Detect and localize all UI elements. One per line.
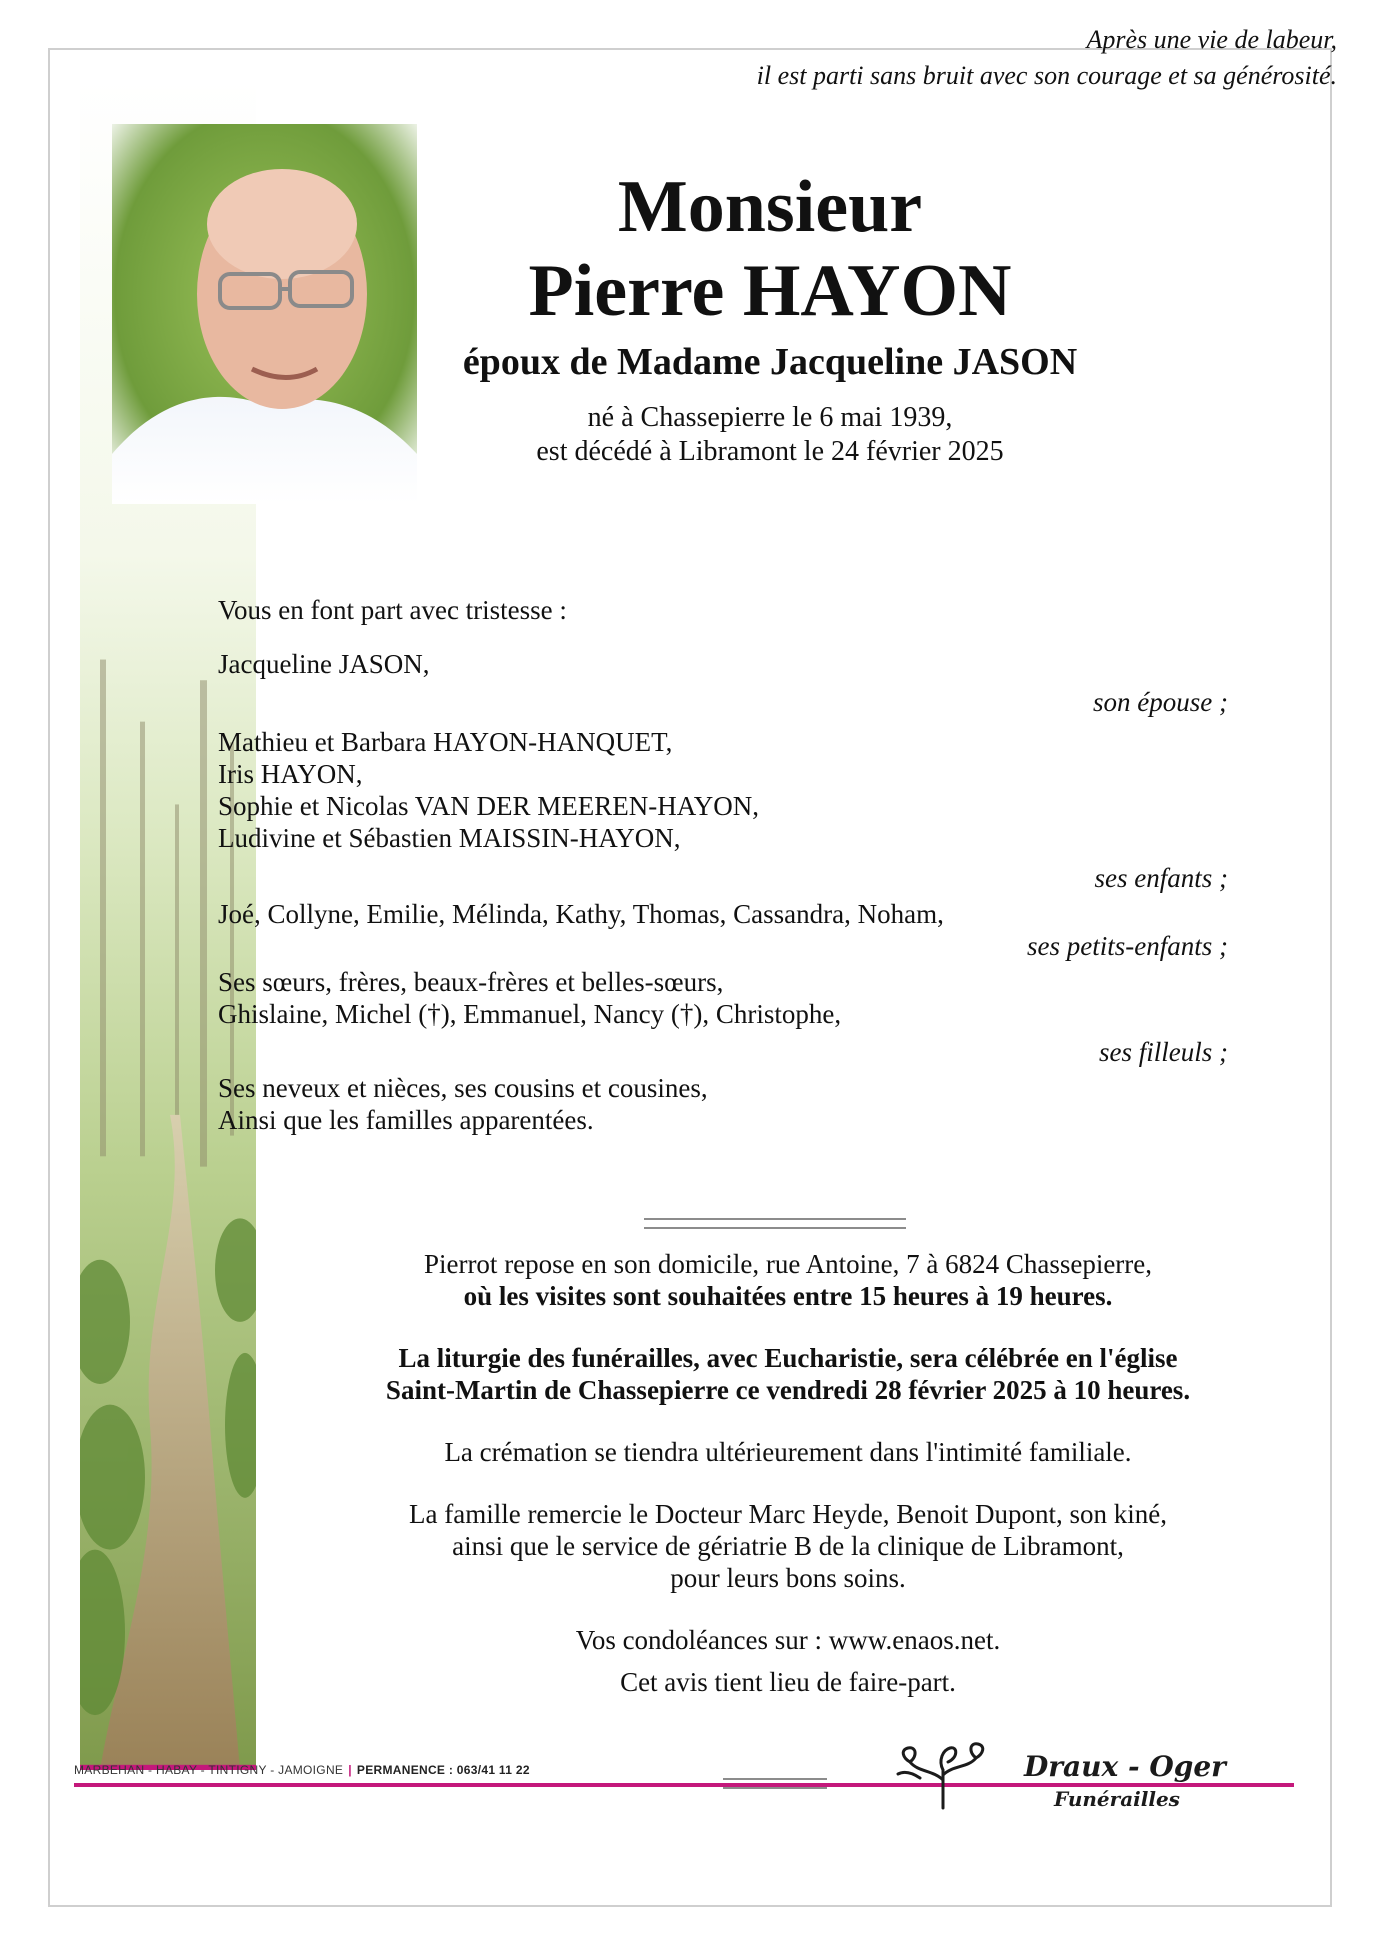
- notice-line: Cet avis tient lieu de faire-part.: [620, 1667, 956, 1697]
- spouse-line: époux de Madame Jacqueline JASON: [462, 341, 1078, 383]
- epigraph-line: Après une vie de labeur,: [1086, 25, 1337, 54]
- cremation-line: La crémation se tiendra ultérieurement dans l'intimité familiale.: [444, 1437, 1132, 1467]
- liturgy-line: La liturgie des funérailles, avec Eucharistie, sera célébrée en l'église: [398, 1343, 1178, 1373]
- footer-permanence: PERMANENCE : 063/41 11 22: [356, 1763, 530, 1777]
- civility: Monsieur: [617, 166, 923, 248]
- section-divider: [644, 1218, 906, 1229]
- footer-contact: [74, 1763, 530, 1777]
- tree-logo-icon: [888, 1740, 998, 1810]
- family-child: Mathieu et Barbara HAYON-HANQUET,: [218, 727, 673, 757]
- family-nephews: Ses neveux et nièces, ses cousins et cousines,: [218, 1073, 708, 1103]
- funeral-details: [258, 1248, 1318, 1698]
- birth-line: né à Chassepierre le 6 mai 1939,: [587, 402, 953, 433]
- thanks-line: ainsi que le service de gériatrie B de la clinique de Libramont,: [452, 1531, 1124, 1561]
- family-grandchildren: Joé, Collyne, Emilie, Mélinda, Kathy, Thomas, Cassandra, Noham,: [218, 899, 944, 929]
- relation-spouse: son épouse ;: [1093, 687, 1228, 717]
- brand-subtitle: Funérailles: [1054, 1787, 1180, 1811]
- repose-line: Pierrot repose en son domicile, rue Antoine, 7 à 6824 Chassepierre,: [423, 1249, 1153, 1279]
- family-godchildren: Ghislaine, Michel (†), Emmanuel, Nancy (†), Christophe,: [218, 999, 842, 1029]
- thanks-line: La famille remercie le Docteur Marc Heyde, Benoit Dupont, son kiné,: [409, 1499, 1167, 1529]
- relation-godchildren: ses filleuls ;: [1099, 1037, 1228, 1067]
- family-child: Iris HAYON,: [218, 759, 363, 789]
- deceased-name: Pierre HAYON: [528, 250, 1012, 332]
- family-siblings: Ses sœurs, frères, beaux-frères et belles-sœurs,: [218, 967, 724, 997]
- visits-line: où les visites sont souhaitées entre 15 heures à 19 heures.: [463, 1281, 1113, 1311]
- family-spouse: Jacqueline JASON,: [218, 649, 430, 679]
- epigraph: [437, 22, 1337, 94]
- family-relatives: Ainsi que les familles apparentées.: [218, 1105, 594, 1135]
- thanks-line: pour leurs bons soins.: [670, 1563, 906, 1593]
- name-block: [420, 165, 1120, 469]
- brand-logo: [1024, 1750, 1264, 1811]
- family-announcement: [218, 594, 1228, 1136]
- family-intro: Vous en font part avec tristesse :: [218, 595, 567, 625]
- footer-separator: |: [348, 1763, 352, 1777]
- liturgy-line: Saint-Martin de Chassepierre ce vendredi 28 février 2025 à 10 heures.: [385, 1375, 1191, 1405]
- relation-children: ses enfants ;: [1094, 863, 1228, 893]
- relation-grandchildren: ses petits-enfants ;: [1027, 931, 1228, 961]
- footer-locations: MARBEHAN - HABAY - TINTIGNY - JAMOIGNE: [74, 1763, 344, 1777]
- epigraph-line: il est parti sans bruit avec son courage et sa générosité.: [756, 61, 1337, 90]
- condolences-line: Vos condoléances sur : www.enaos.net.: [575, 1625, 1001, 1655]
- family-child: Ludivine et Sébastien MAISSIN-HAYON,: [218, 823, 681, 853]
- brand-name: Draux - Oger: [1024, 1750, 1226, 1783]
- portrait-photo: [112, 124, 417, 504]
- death-line: est décédé à Libramont le 24 février 2025: [536, 436, 1004, 467]
- family-child: Sophie et Nicolas VAN DER MEEREN-HAYON,: [218, 791, 759, 821]
